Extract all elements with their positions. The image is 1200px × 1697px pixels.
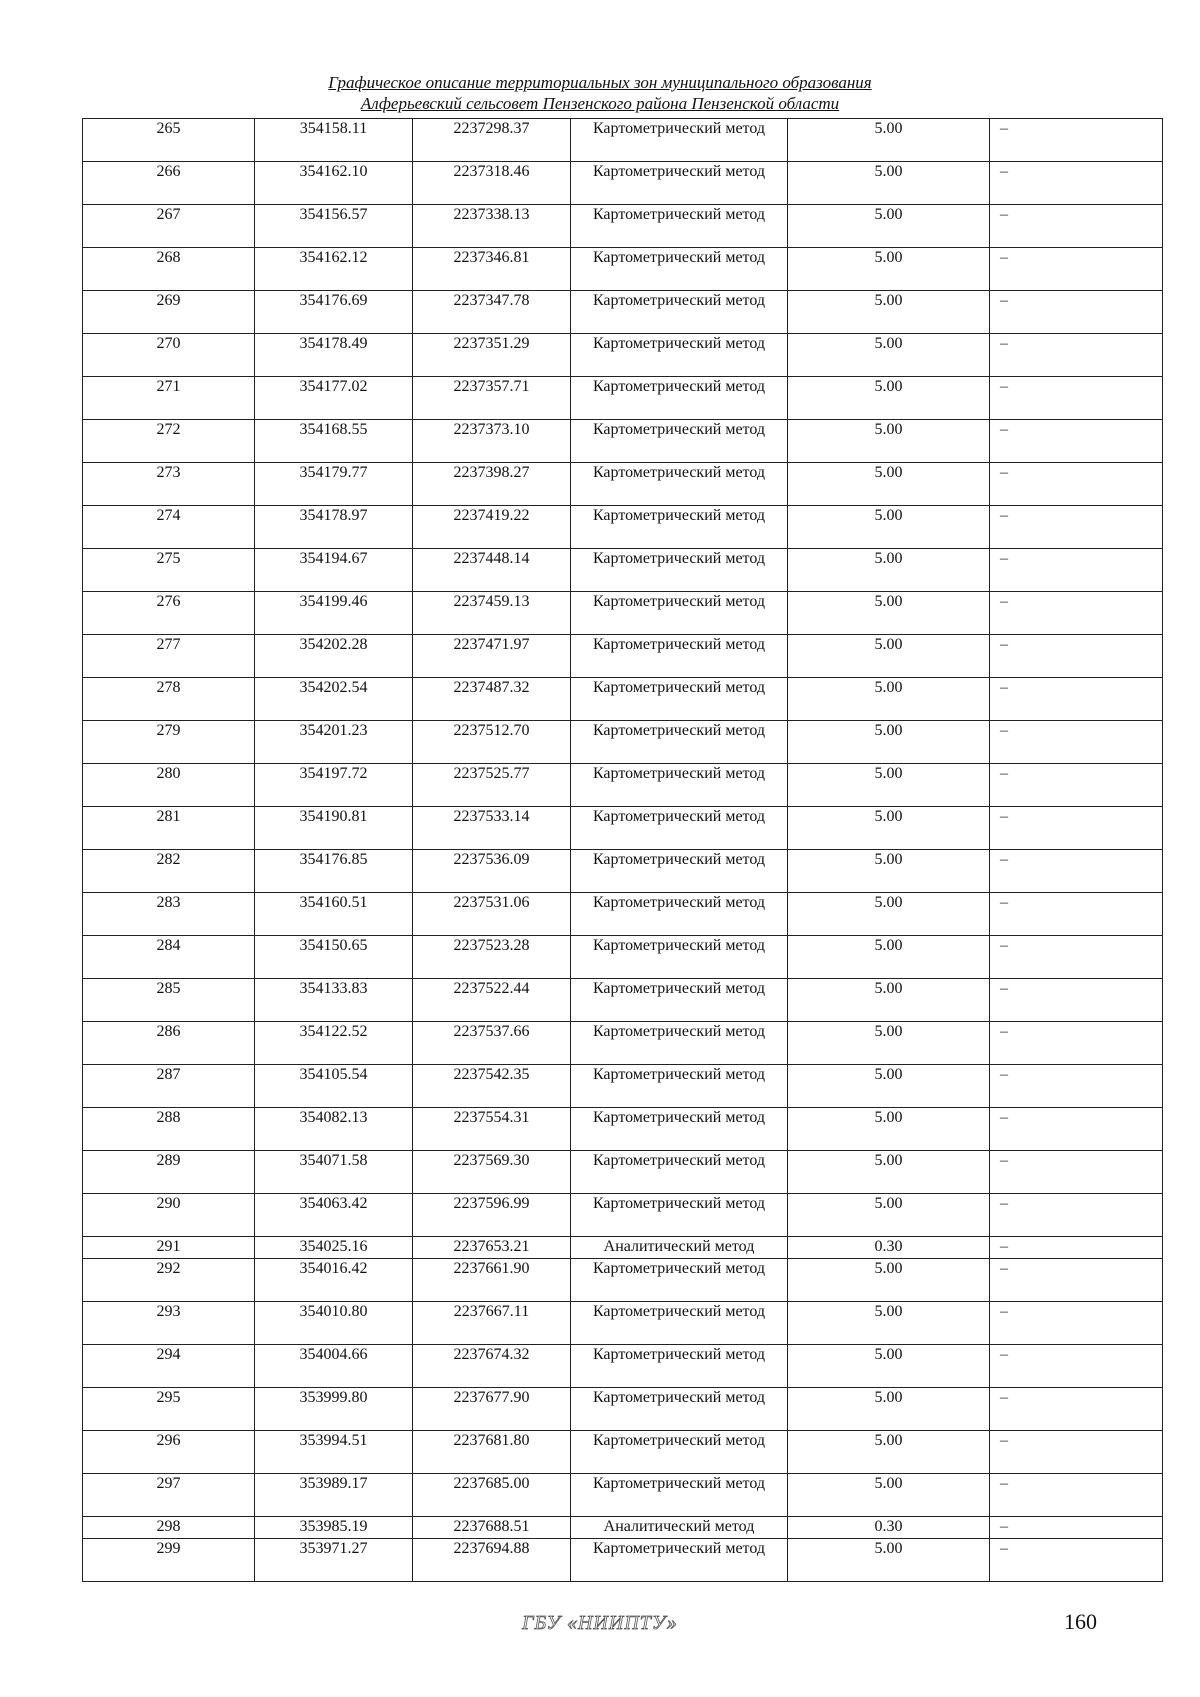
- method-cell: Картометрический метод: [571, 1065, 788, 1108]
- x-coordinate-cell: 354178.49: [255, 334, 413, 377]
- accuracy-cell: 5.00: [788, 549, 990, 592]
- method-cell: Картометрический метод: [571, 549, 788, 592]
- y-coordinate-cell: 2237512.70: [413, 721, 571, 764]
- point-number-cell: 272: [83, 420, 255, 463]
- accuracy-cell: 5.00: [788, 1259, 990, 1302]
- y-coordinate-cell: 2237569.30: [413, 1151, 571, 1194]
- point-number-cell: 282: [83, 850, 255, 893]
- description-cell: –: [990, 1474, 1163, 1517]
- table-row: [83, 248, 1163, 291]
- table-row: [83, 1151, 1163, 1194]
- x-coordinate-cell: 354176.85: [255, 850, 413, 893]
- method-cell: Картометрический метод: [571, 764, 788, 807]
- description-cell: –: [990, 1237, 1163, 1259]
- point-number-cell: 271: [83, 377, 255, 420]
- x-coordinate-cell: 354133.83: [255, 979, 413, 1022]
- y-coordinate-cell: 2237677.90: [413, 1388, 571, 1431]
- method-cell: Аналитический метод: [571, 1517, 788, 1539]
- method-cell: Картометрический метод: [571, 635, 788, 678]
- x-coordinate-cell: 353971.27: [255, 1539, 413, 1582]
- x-coordinate-cell: 354201.23: [255, 721, 413, 764]
- point-number-cell: 278: [83, 678, 255, 721]
- description-cell: –: [990, 635, 1163, 678]
- point-number-cell: 266: [83, 162, 255, 205]
- y-coordinate-cell: 2237694.88: [413, 1539, 571, 1582]
- description-cell: –: [990, 162, 1163, 205]
- x-coordinate-cell: 354025.16: [255, 1237, 413, 1259]
- table-row: [83, 1065, 1163, 1108]
- table-row: [83, 463, 1163, 506]
- method-cell: Картометрический метод: [571, 377, 788, 420]
- description-cell: –: [990, 248, 1163, 291]
- accuracy-cell: 5.00: [788, 162, 990, 205]
- method-cell: Картометрический метод: [571, 807, 788, 850]
- method-cell: Картометрический метод: [571, 721, 788, 764]
- y-coordinate-cell: 2237373.10: [413, 420, 571, 463]
- table-row: [83, 678, 1163, 721]
- table-row: [83, 592, 1163, 635]
- description-cell: –: [990, 850, 1163, 893]
- method-cell: Картометрический метод: [571, 1431, 788, 1474]
- method-cell: Картометрический метод: [571, 119, 788, 162]
- y-coordinate-cell: 2237537.66: [413, 1022, 571, 1065]
- table-row: [83, 721, 1163, 764]
- x-coordinate-cell: 354168.55: [255, 420, 413, 463]
- x-coordinate-cell: 354071.58: [255, 1151, 413, 1194]
- description-cell: –: [990, 764, 1163, 807]
- accuracy-cell: 5.00: [788, 764, 990, 807]
- point-number-cell: 269: [83, 291, 255, 334]
- y-coordinate-cell: 2237542.35: [413, 1065, 571, 1108]
- x-coordinate-cell: 353994.51: [255, 1431, 413, 1474]
- y-coordinate-cell: 2237667.11: [413, 1302, 571, 1345]
- table-row: [83, 979, 1163, 1022]
- y-coordinate-cell: 2237398.27: [413, 463, 571, 506]
- method-cell: Картометрический метод: [571, 850, 788, 893]
- description-cell: –: [990, 205, 1163, 248]
- x-coordinate-cell: 354176.69: [255, 291, 413, 334]
- y-coordinate-cell: 2237681.80: [413, 1431, 571, 1474]
- y-coordinate-cell: 2237661.90: [413, 1259, 571, 1302]
- point-number-cell: 270: [83, 334, 255, 377]
- header-line-1: Графическое описание территориальных зон муниципального образования: [328, 73, 872, 92]
- point-number-cell: 289: [83, 1151, 255, 1194]
- description-cell: –: [990, 979, 1163, 1022]
- footer-organization: ГБУ «НИИПТУ»: [522, 1612, 678, 1634]
- description-cell: –: [990, 420, 1163, 463]
- table-row: [83, 549, 1163, 592]
- table-row: [83, 1237, 1163, 1259]
- table-row: [83, 1302, 1163, 1345]
- x-coordinate-cell: 354160.51: [255, 893, 413, 936]
- point-number-cell: 275: [83, 549, 255, 592]
- table-row: [83, 420, 1163, 463]
- table-row: [83, 1345, 1163, 1388]
- description-cell: –: [990, 506, 1163, 549]
- description-cell: –: [990, 334, 1163, 377]
- accuracy-cell: 0.30: [788, 1517, 990, 1539]
- y-coordinate-cell: 2237531.06: [413, 893, 571, 936]
- point-number-cell: 279: [83, 721, 255, 764]
- method-cell: Картометрический метод: [571, 1345, 788, 1388]
- description-cell: –: [990, 1302, 1163, 1345]
- table-row: [83, 936, 1163, 979]
- point-number-cell: 274: [83, 506, 255, 549]
- y-coordinate-cell: 2237338.13: [413, 205, 571, 248]
- x-coordinate-cell: 354105.54: [255, 1065, 413, 1108]
- point-number-cell: 276: [83, 592, 255, 635]
- method-cell: Картометрический метод: [571, 248, 788, 291]
- accuracy-cell: 5.00: [788, 1302, 990, 1345]
- table-row: [83, 1474, 1163, 1517]
- point-number-cell: 277: [83, 635, 255, 678]
- method-cell: Картометрический метод: [571, 506, 788, 549]
- table-row: [83, 1431, 1163, 1474]
- point-number-cell: 299: [83, 1539, 255, 1582]
- description-cell: –: [990, 893, 1163, 936]
- point-number-cell: 297: [83, 1474, 255, 1517]
- accuracy-cell: 5.00: [788, 1108, 990, 1151]
- method-cell: Картометрический метод: [571, 1108, 788, 1151]
- x-coordinate-cell: 354156.57: [255, 205, 413, 248]
- y-coordinate-cell: 2237346.81: [413, 248, 571, 291]
- description-cell: –: [990, 549, 1163, 592]
- accuracy-cell: 5.00: [788, 463, 990, 506]
- table-row: [83, 119, 1163, 162]
- table-row: [83, 893, 1163, 936]
- accuracy-cell: 5.00: [788, 850, 990, 893]
- method-cell: Картометрический метод: [571, 291, 788, 334]
- point-number-cell: 286: [83, 1022, 255, 1065]
- accuracy-cell: 5.00: [788, 1539, 990, 1582]
- description-cell: –: [990, 1345, 1163, 1388]
- coordinates-table: [82, 118, 1163, 1582]
- x-coordinate-cell: 354190.81: [255, 807, 413, 850]
- point-number-cell: 288: [83, 1108, 255, 1151]
- page-number: 160: [1064, 1609, 1097, 1634]
- description-cell: –: [990, 1108, 1163, 1151]
- description-cell: –: [990, 1151, 1163, 1194]
- table-row: [83, 1108, 1163, 1151]
- accuracy-cell: 5.00: [788, 1474, 990, 1517]
- table-row: [83, 1259, 1163, 1302]
- table-row: [83, 1517, 1163, 1539]
- header-line-2: Алферьевский сельсовет Пензенского района Пензенской области: [360, 94, 840, 113]
- y-coordinate-cell: 2237554.31: [413, 1108, 571, 1151]
- y-coordinate-cell: 2237688.51: [413, 1517, 571, 1539]
- table-row: [83, 1388, 1163, 1431]
- method-cell: Картометрический метод: [571, 979, 788, 1022]
- x-coordinate-cell: 354177.02: [255, 377, 413, 420]
- method-cell: Картометрический метод: [571, 1302, 788, 1345]
- method-cell: Картометрический метод: [571, 1194, 788, 1237]
- table-row: [83, 1022, 1163, 1065]
- description-cell: –: [990, 592, 1163, 635]
- x-coordinate-cell: 354082.13: [255, 1108, 413, 1151]
- method-cell: Картометрический метод: [571, 205, 788, 248]
- accuracy-cell: 5.00: [788, 936, 990, 979]
- accuracy-cell: 5.00: [788, 635, 990, 678]
- method-cell: Картометрический метод: [571, 420, 788, 463]
- x-coordinate-cell: 353985.19: [255, 1517, 413, 1539]
- method-cell: Картометрический метод: [571, 334, 788, 377]
- description-cell: –: [990, 721, 1163, 764]
- accuracy-cell: 5.00: [788, 420, 990, 463]
- coordinates-table-body: [83, 119, 1163, 1582]
- method-cell: Картометрический метод: [571, 162, 788, 205]
- description-cell: –: [990, 1065, 1163, 1108]
- description-cell: –: [990, 807, 1163, 850]
- description-cell: –: [990, 1388, 1163, 1431]
- table-row: [83, 334, 1163, 377]
- x-coordinate-cell: 354010.80: [255, 1302, 413, 1345]
- method-cell: Картометрический метод: [571, 1474, 788, 1517]
- y-coordinate-cell: 2237533.14: [413, 807, 571, 850]
- accuracy-cell: 5.00: [788, 1194, 990, 1237]
- accuracy-cell: 5.00: [788, 248, 990, 291]
- table-row: [83, 162, 1163, 205]
- x-coordinate-cell: 354202.28: [255, 635, 413, 678]
- x-coordinate-cell: 354063.42: [255, 1194, 413, 1237]
- accuracy-cell: 5.00: [788, 506, 990, 549]
- accuracy-cell: 5.00: [788, 678, 990, 721]
- x-coordinate-cell: 354150.65: [255, 936, 413, 979]
- accuracy-cell: 5.00: [788, 893, 990, 936]
- accuracy-cell: 5.00: [788, 1151, 990, 1194]
- point-number-cell: 268: [83, 248, 255, 291]
- y-coordinate-cell: 2237298.37: [413, 119, 571, 162]
- x-coordinate-cell: 354178.97: [255, 506, 413, 549]
- method-cell: Аналитический метод: [571, 1237, 788, 1259]
- description-cell: –: [990, 1539, 1163, 1582]
- accuracy-cell: 5.00: [788, 1431, 990, 1474]
- description-cell: –: [990, 1431, 1163, 1474]
- table-row: [83, 764, 1163, 807]
- document-header: [0, 72, 1200, 114]
- accuracy-cell: 5.00: [788, 592, 990, 635]
- x-coordinate-cell: 354122.52: [255, 1022, 413, 1065]
- point-number-cell: 285: [83, 979, 255, 1022]
- x-coordinate-cell: 354004.66: [255, 1345, 413, 1388]
- y-coordinate-cell: 2237347.78: [413, 291, 571, 334]
- method-cell: Картометрический метод: [571, 463, 788, 506]
- point-number-cell: 280: [83, 764, 255, 807]
- y-coordinate-cell: 2237448.14: [413, 549, 571, 592]
- point-number-cell: 265: [83, 119, 255, 162]
- x-coordinate-cell: 354179.77: [255, 463, 413, 506]
- y-coordinate-cell: 2237522.44: [413, 979, 571, 1022]
- table-row: [83, 807, 1163, 850]
- table-row: [83, 850, 1163, 893]
- description-cell: –: [990, 463, 1163, 506]
- x-coordinate-cell: 354199.46: [255, 592, 413, 635]
- y-coordinate-cell: 2237357.71: [413, 377, 571, 420]
- point-number-cell: 267: [83, 205, 255, 248]
- accuracy-cell: 5.00: [788, 119, 990, 162]
- accuracy-cell: 5.00: [788, 334, 990, 377]
- point-number-cell: 292: [83, 1259, 255, 1302]
- y-coordinate-cell: 2237351.29: [413, 334, 571, 377]
- method-cell: Картометрический метод: [571, 1151, 788, 1194]
- method-cell: Картометрический метод: [571, 1539, 788, 1582]
- point-number-cell: 273: [83, 463, 255, 506]
- table-row: [83, 205, 1163, 248]
- x-coordinate-cell: 354162.12: [255, 248, 413, 291]
- method-cell: Картометрический метод: [571, 678, 788, 721]
- point-number-cell: 290: [83, 1194, 255, 1237]
- accuracy-cell: 5.00: [788, 1022, 990, 1065]
- y-coordinate-cell: 2237653.21: [413, 1237, 571, 1259]
- method-cell: Картометрический метод: [571, 1388, 788, 1431]
- accuracy-cell: 5.00: [788, 205, 990, 248]
- description-cell: –: [990, 678, 1163, 721]
- y-coordinate-cell: 2237523.28: [413, 936, 571, 979]
- accuracy-cell: 5.00: [788, 807, 990, 850]
- point-number-cell: 293: [83, 1302, 255, 1345]
- description-cell: –: [990, 119, 1163, 162]
- table-row: [83, 1539, 1163, 1582]
- x-coordinate-cell: 354162.10: [255, 162, 413, 205]
- point-number-cell: 284: [83, 936, 255, 979]
- description-cell: –: [990, 1259, 1163, 1302]
- y-coordinate-cell: 2237596.99: [413, 1194, 571, 1237]
- description-cell: –: [990, 1194, 1163, 1237]
- point-number-cell: 296: [83, 1431, 255, 1474]
- method-cell: Картометрический метод: [571, 592, 788, 635]
- y-coordinate-cell: 2237674.32: [413, 1345, 571, 1388]
- accuracy-cell: 5.00: [788, 1345, 990, 1388]
- method-cell: Картометрический метод: [571, 1022, 788, 1065]
- y-coordinate-cell: 2237459.13: [413, 592, 571, 635]
- y-coordinate-cell: 2237685.00: [413, 1474, 571, 1517]
- x-coordinate-cell: 353989.17: [255, 1474, 413, 1517]
- table-row: [83, 291, 1163, 334]
- table-row: [83, 506, 1163, 549]
- point-number-cell: 291: [83, 1237, 255, 1259]
- table-row: [83, 635, 1163, 678]
- x-coordinate-cell: 354197.72: [255, 764, 413, 807]
- table-row: [83, 1194, 1163, 1237]
- x-coordinate-cell: 354158.11: [255, 119, 413, 162]
- x-coordinate-cell: 353999.80: [255, 1388, 413, 1431]
- point-number-cell: 298: [83, 1517, 255, 1539]
- description-cell: –: [990, 936, 1163, 979]
- accuracy-cell: 5.00: [788, 291, 990, 334]
- y-coordinate-cell: 2237536.09: [413, 850, 571, 893]
- accuracy-cell: 0.30: [788, 1237, 990, 1259]
- accuracy-cell: 5.00: [788, 1388, 990, 1431]
- description-cell: –: [990, 1517, 1163, 1539]
- y-coordinate-cell: 2237487.32: [413, 678, 571, 721]
- point-number-cell: 287: [83, 1065, 255, 1108]
- x-coordinate-cell: 354202.54: [255, 678, 413, 721]
- accuracy-cell: 5.00: [788, 979, 990, 1022]
- x-coordinate-cell: 354194.67: [255, 549, 413, 592]
- y-coordinate-cell: 2237318.46: [413, 162, 571, 205]
- point-number-cell: 283: [83, 893, 255, 936]
- point-number-cell: 281: [83, 807, 255, 850]
- method-cell: Картометрический метод: [571, 936, 788, 979]
- method-cell: Картометрический метод: [571, 1259, 788, 1302]
- description-cell: –: [990, 1022, 1163, 1065]
- description-cell: –: [990, 377, 1163, 420]
- accuracy-cell: 5.00: [788, 377, 990, 420]
- y-coordinate-cell: 2237471.97: [413, 635, 571, 678]
- y-coordinate-cell: 2237525.77: [413, 764, 571, 807]
- y-coordinate-cell: 2237419.22: [413, 506, 571, 549]
- accuracy-cell: 5.00: [788, 1065, 990, 1108]
- x-coordinate-cell: 354016.42: [255, 1259, 413, 1302]
- method-cell: Картометрический метод: [571, 893, 788, 936]
- description-cell: –: [990, 291, 1163, 334]
- point-number-cell: 294: [83, 1345, 255, 1388]
- table-row: [83, 377, 1163, 420]
- accuracy-cell: 5.00: [788, 721, 990, 764]
- point-number-cell: 295: [83, 1388, 255, 1431]
